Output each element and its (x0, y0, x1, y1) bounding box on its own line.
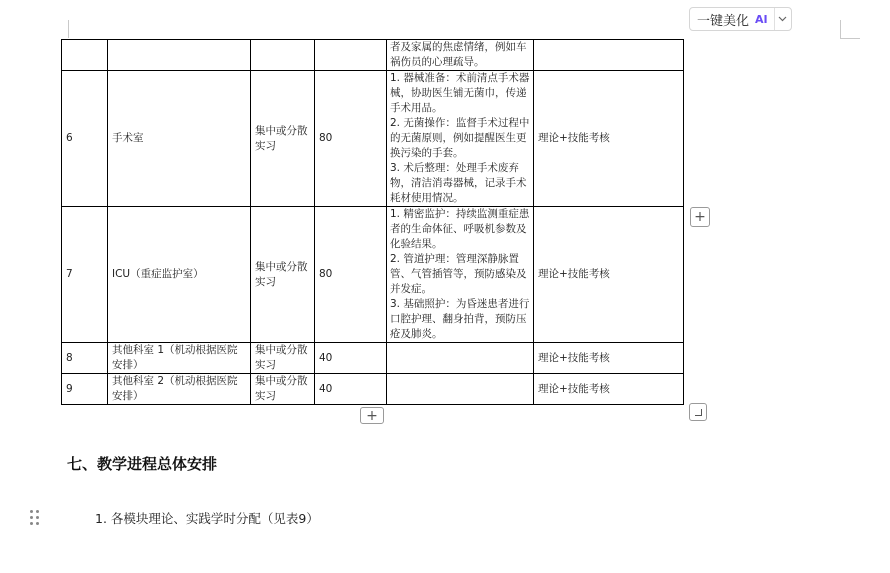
table-row (62, 71, 684, 207)
content-paragraph: 3. 基础照护：为昏迷患者进行口腔护理、翻身拍背，预防压疮及肺炎。 (390, 298, 530, 340)
table-row (62, 207, 684, 343)
hours-cell[interactable] (315, 40, 387, 71)
method-cell[interactable] (251, 40, 315, 71)
ai-badge: AI (755, 12, 768, 26)
page-corner-mark-right-h (840, 38, 860, 39)
content-cell[interactable] (387, 374, 534, 405)
plus-icon: + (694, 209, 706, 225)
content-paragraph: 2. 无菌操作：监督手术过程中的无菌原则，例如提醒医生更换污染的手套。 (390, 117, 530, 159)
content-paragraph: 1. 精密监护：持续监测重症患者的生命体征、呼吸机参数及化验结果。 (390, 208, 530, 250)
list-item: 1. 各模块理论、实践学时分配（见表9） (95, 511, 319, 526)
method-cell[interactable]: 集中或分散实习 (251, 343, 315, 374)
internship-table (61, 39, 684, 405)
content-paragraph: 1. 器械准备：术前清点手术器械，协助医生铺无菌巾，传递手术用品。 (390, 72, 530, 114)
page-corner-mark-right-v (840, 20, 841, 38)
section-heading: 七、教学进程总体安排 (67, 455, 218, 473)
content-cell[interactable] (387, 71, 534, 207)
content-cell[interactable] (387, 343, 534, 374)
content-cell[interactable] (387, 207, 534, 343)
hours-cell[interactable]: 80 (315, 71, 387, 207)
resize-table-icon[interactable] (689, 403, 707, 421)
assessment-cell[interactable]: 理论+技能考核 (534, 374, 684, 405)
content-paragraph: 者及家属的焦虑情绪，例如车祸伤员的心理疏导。 (390, 41, 527, 68)
method-cell[interactable]: 集中或分散实习 (251, 374, 315, 405)
content-cell[interactable] (387, 40, 534, 71)
row-number-cell[interactable]: 9 (62, 374, 108, 405)
content-paragraph: 3. 术后整理：处理手术废弃物，清洁消毒器械，记录手术耗材使用情况。 (390, 162, 527, 204)
row-number-cell[interactable]: 7 (62, 207, 108, 343)
assessment-cell[interactable]: 理论+技能考核 (534, 343, 684, 374)
drag-handle-icon[interactable] (30, 510, 40, 526)
department-cell[interactable]: 其他科室 1（机动根据医院安排） (108, 343, 251, 374)
department-cell[interactable]: ICU（重症监护室） (108, 207, 251, 343)
method-cell[interactable]: 集中或分散实习 (251, 207, 315, 343)
add-row-button[interactable] (360, 407, 384, 424)
assessment-cell[interactable]: 理论+技能考核 (534, 207, 684, 343)
plus-icon: + (366, 407, 378, 424)
row-number-cell[interactable]: 6 (62, 71, 108, 207)
assessment-cell[interactable] (534, 40, 684, 71)
one-click-beautify-button[interactable] (689, 7, 792, 31)
content-paragraph: 2. 管道护理：管理深静脉置管、气管插管等，预防感染及并发症。 (390, 253, 527, 295)
add-column-button[interactable] (690, 207, 710, 227)
department-cell[interactable]: 手术室 (108, 71, 251, 207)
table-row (62, 374, 684, 405)
method-cell[interactable]: 集中或分散实习 (251, 71, 315, 207)
assessment-cell[interactable]: 理论+技能考核 (534, 71, 684, 207)
beautify-label-group[interactable] (690, 10, 774, 29)
department-cell[interactable]: 其他科室 2（机动根据医院安排） (108, 374, 251, 405)
hours-cell[interactable]: 80 (315, 207, 387, 343)
row-number-cell[interactable] (62, 40, 108, 71)
row-number-cell[interactable]: 8 (62, 343, 108, 374)
hours-cell[interactable]: 40 (315, 374, 387, 405)
table-row (62, 343, 684, 374)
page-corner-mark-left (68, 20, 69, 38)
chevron-down-icon[interactable] (774, 8, 791, 30)
department-cell[interactable] (108, 40, 251, 71)
beautify-label: 一键美化 (697, 13, 750, 29)
table-row (62, 40, 684, 71)
hours-cell[interactable]: 40 (315, 343, 387, 374)
